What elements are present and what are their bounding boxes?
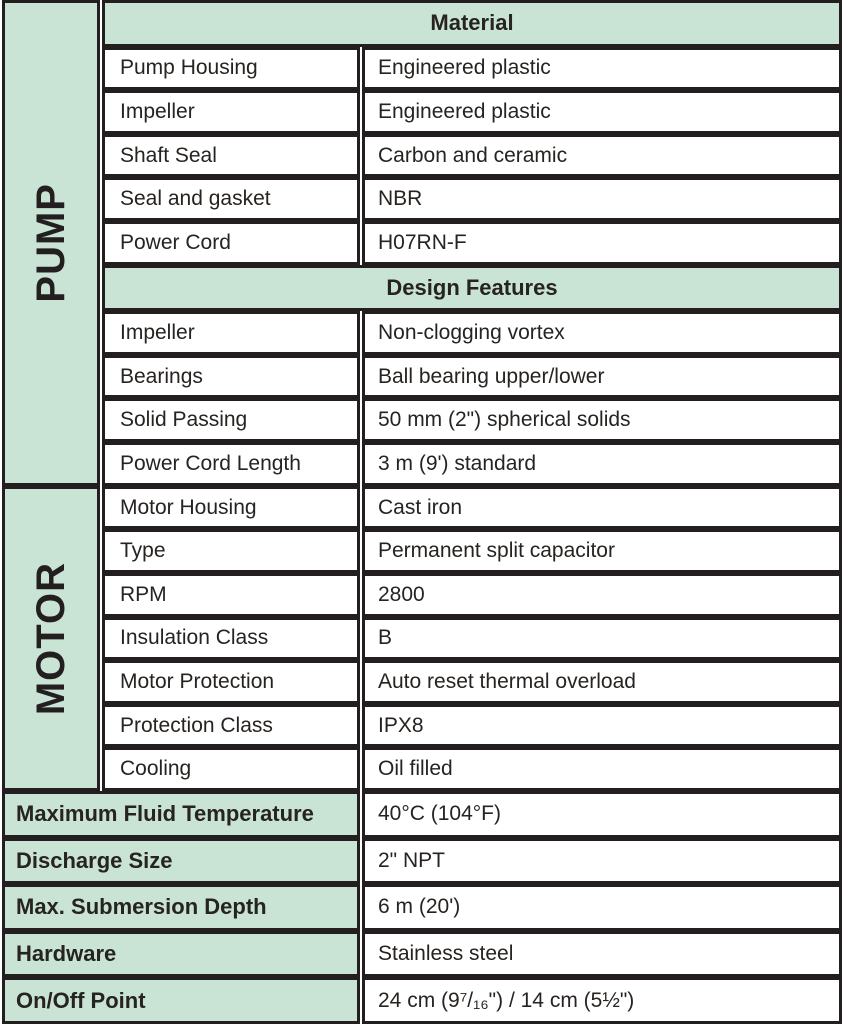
spec-label-cell: Hardware (2, 931, 360, 978)
spec-value-cell: Ball bearing upper/lower (362, 355, 842, 399)
row-bearings (2, 355, 842, 399)
spec-value-cell: 50 mm (2") spherical solids (362, 398, 842, 442)
spec-value-cell: Engineered plastic (362, 90, 842, 134)
table-row-design-features-header (2, 265, 842, 312)
spec-value-cell: Cast iron (362, 486, 842, 530)
spec-label-cell: Impeller (102, 90, 360, 134)
row-solid-passing (2, 398, 842, 442)
spec-label-cell: Maximum Fluid Temperature (2, 791, 360, 838)
pump-vertical-label: PUMP (29, 183, 73, 303)
spec-label-cell: Bearings (102, 355, 360, 399)
spec-label-cell: Discharge Size (2, 838, 360, 885)
row-motor-protection (2, 660, 842, 704)
spec-value-cell: Non-clogging vortex (362, 311, 842, 355)
spec-value-cell: 3 m (9') standard (362, 442, 842, 486)
spec-value-cell: B (362, 617, 842, 661)
row-power-cord-length (2, 442, 842, 486)
spec-label-cell: Solid Passing (102, 398, 360, 442)
spec-label-cell: Power Cord Length (102, 442, 360, 486)
section-label-motor (2, 486, 100, 791)
row-impeller-design (2, 311, 842, 355)
row-power-cord (2, 221, 842, 265)
row-impeller-material (2, 90, 842, 134)
row-type (2, 529, 842, 573)
row-max-submersion-depth (2, 884, 842, 931)
row-cooling (2, 747, 842, 791)
spec-value-cell: Stainless steel (362, 931, 842, 978)
row-maximum-fluid-temperature (2, 791, 842, 838)
spec-value-cell: 6 m (20') (362, 884, 842, 931)
spec-label-cell: Power Cord (102, 221, 360, 265)
table-row-material-header (2, 0, 842, 47)
spec-label-cell: Cooling (102, 747, 360, 791)
spec-value-cell: 40°C (104°F) (362, 791, 842, 838)
row-protection-class (2, 704, 842, 748)
spec-label-cell: Pump Housing (102, 47, 360, 91)
spec-label-cell: Protection Class (102, 704, 360, 748)
spec-value-cell: 2800 (362, 573, 842, 617)
motor-vertical-label: MOTOR (29, 561, 73, 715)
spec-value-cell: Engineered plastic (362, 47, 842, 91)
row-seal-and-gasket (2, 177, 842, 221)
spec-value-cell: Auto reset thermal overload (362, 660, 842, 704)
row-insulation-class (2, 617, 842, 661)
row-on-off-point (2, 977, 842, 1024)
spec-label-cell: Max. Submersion Depth (2, 884, 360, 931)
spec-value-cell: Oil filled (362, 747, 842, 791)
spec-label-cell: Seal and gasket (102, 177, 360, 221)
group-header-design-features: Design Features (102, 265, 842, 312)
row-rpm (2, 573, 842, 617)
spec-label-cell: Type (102, 529, 360, 573)
spec-value-cell: 24 cm (9⁷/₁₆") / 14 cm (5½") (362, 977, 842, 1024)
spec-label-cell: Shaft Seal (102, 134, 360, 178)
spec-value-cell: Carbon and ceramic (362, 134, 842, 178)
spec-label-cell: On/Off Point (2, 977, 360, 1024)
spec-value-cell: H07RN-F (362, 221, 842, 265)
row-shaft-seal (2, 134, 842, 178)
spec-value-cell: IPX8 (362, 704, 842, 748)
section-label-pump (2, 0, 100, 486)
row-discharge-size (2, 838, 842, 885)
row-hardware (2, 931, 842, 978)
spec-value-cell: NBR (362, 177, 842, 221)
spec-label-cell: Motor Housing (102, 486, 360, 530)
row-pump-housing (2, 47, 842, 91)
spec-value-cell: Permanent split capacitor (362, 529, 842, 573)
spec-label-cell: Motor Protection (102, 660, 360, 704)
group-header-material: Material (102, 0, 842, 47)
spec-label-cell: RPM (102, 573, 360, 617)
row-motor-housing (2, 486, 842, 530)
spec-value-cell: 2" NPT (362, 838, 842, 885)
spec-label-cell: Impeller (102, 311, 360, 355)
spec-label-cell: Insulation Class (102, 617, 360, 661)
